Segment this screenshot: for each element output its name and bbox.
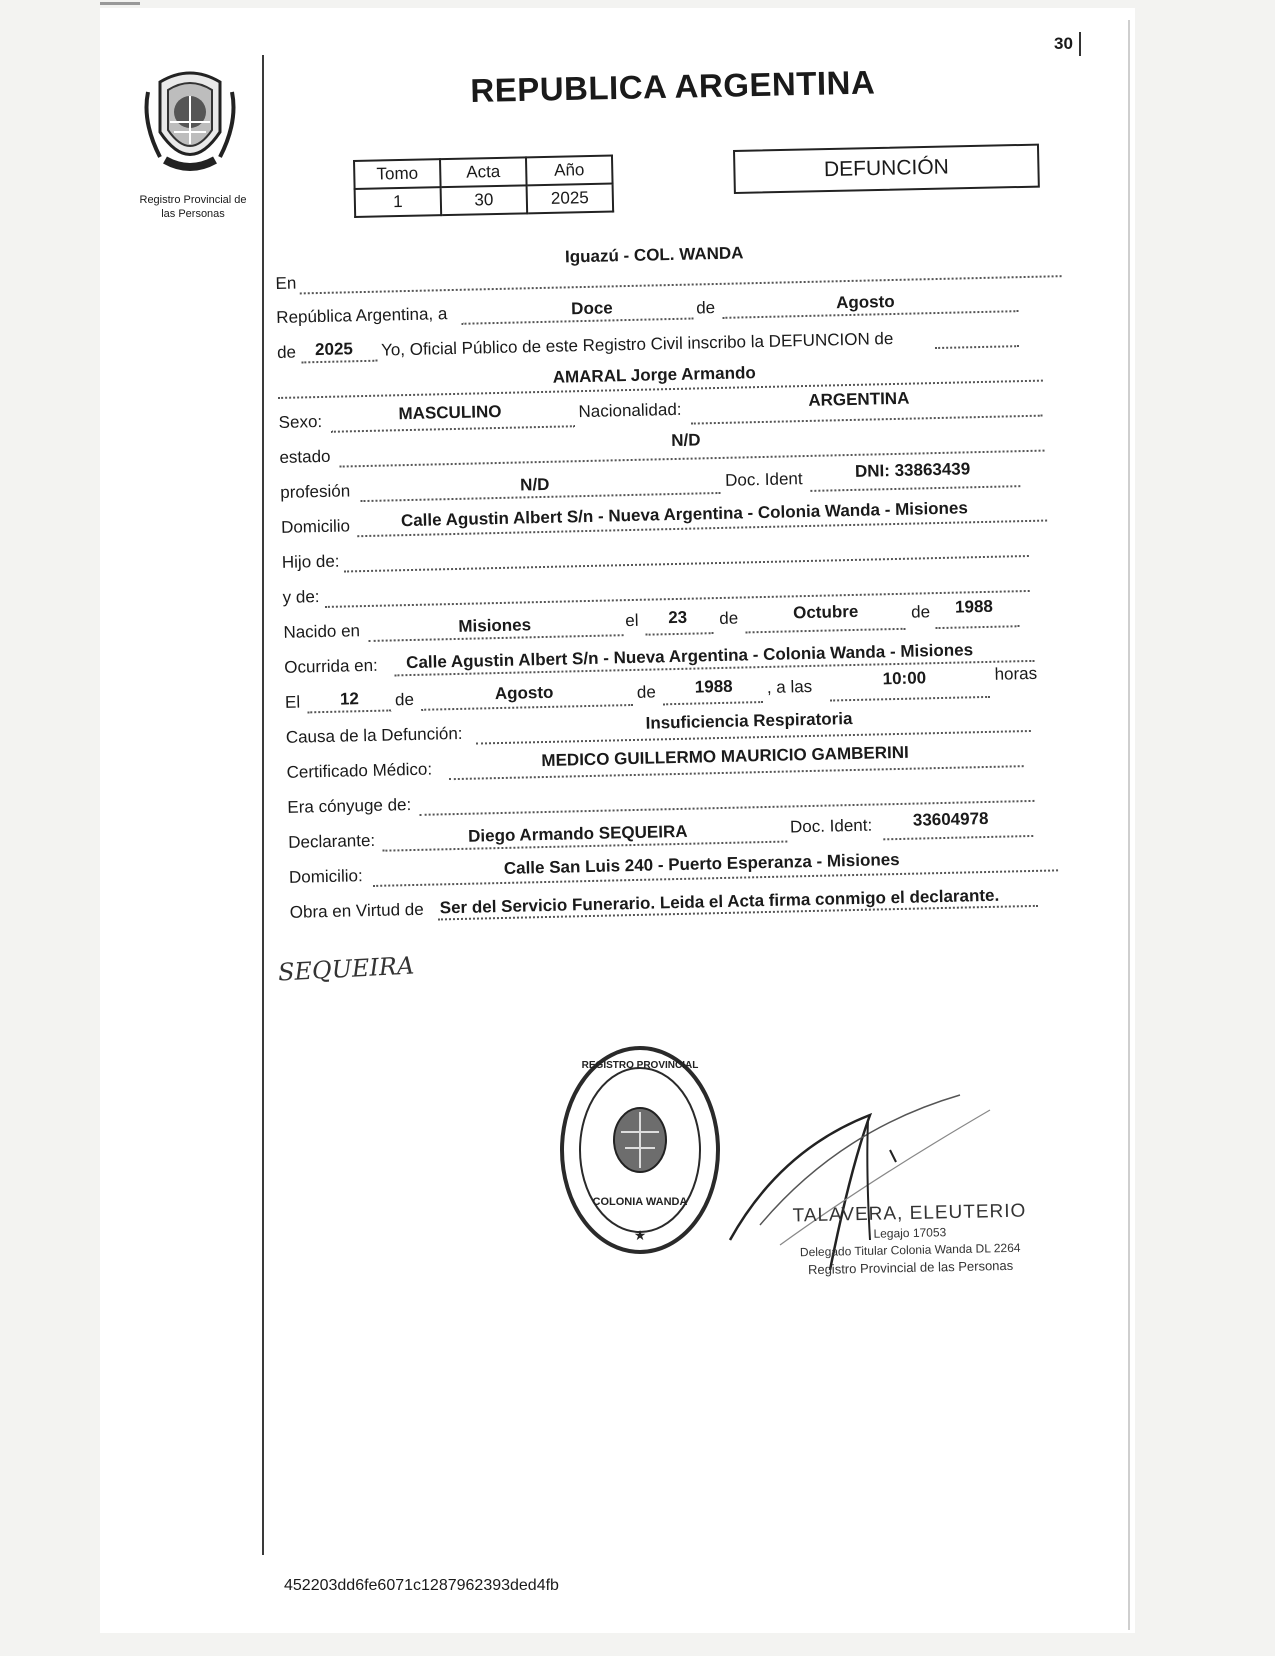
dni-value: DNI: 33863439 xyxy=(854,459,971,481)
certificado-label: Certificado Médico: xyxy=(286,759,433,782)
nacionalidad-label: Nacionalidad: xyxy=(578,399,682,422)
domicilio-value: Calle Agustin Albert S/n - Nueva Argentina - Colonia Wanda - Misiones xyxy=(400,498,969,531)
dotted-line xyxy=(301,360,377,364)
value-acta: 30 xyxy=(441,185,528,215)
profesion-value: N/D xyxy=(519,474,550,495)
fall-dia-value: 12 xyxy=(339,689,360,709)
sexo-value: MASCULINO xyxy=(398,401,502,424)
dotted-line xyxy=(646,632,714,636)
en-label: En xyxy=(275,273,297,293)
logo-caption-line2: las Personas xyxy=(161,208,225,220)
signer-org: Registro Provincial de las Personas xyxy=(807,1257,1014,1278)
domicilio-label: Domicilio: xyxy=(288,866,363,887)
record-type-box: DEFUNCIÓN xyxy=(733,144,1040,194)
el-label: El xyxy=(284,692,301,712)
de-label: de xyxy=(719,608,739,629)
deceased-name-value: AMARAL Jorge Armando xyxy=(552,363,756,387)
place-value: Iguazú - COL. WANDA xyxy=(564,243,744,267)
fall-anio-value: 1988 xyxy=(694,676,733,697)
svg-text:★: ★ xyxy=(633,1227,647,1243)
causa-label: Causa de la Defunción: xyxy=(285,723,463,747)
hijo-label: Hijo de: xyxy=(281,551,340,572)
de-label: de xyxy=(695,298,716,318)
obra-label: Obra en Virtud de xyxy=(289,899,424,922)
header-tomo: Tomo xyxy=(354,159,441,189)
causa-value: Insuficiencia Respiratoria xyxy=(645,709,853,733)
hora-value: 10:00 xyxy=(882,668,927,689)
value-anio: 2025 xyxy=(527,184,614,214)
nacido-label: Nacido en xyxy=(283,621,361,642)
document-title: REPUBLICA ARGENTINA xyxy=(470,63,876,109)
de-label: de xyxy=(276,342,297,362)
de-label: de xyxy=(394,689,415,710)
nacionalidad-value: ARGENTINA xyxy=(808,388,910,410)
inscribe-text: Yo, Oficial Público de este Registro Civil inscribo la DEFUNCION de xyxy=(380,328,894,360)
dia-value: Doce xyxy=(570,298,613,319)
republica-label: República Argentina, a xyxy=(276,304,448,327)
el-label: el xyxy=(625,610,639,631)
nacido-anio-value: 1988 xyxy=(954,596,994,617)
profesion-label: profesión xyxy=(280,481,351,502)
de-label: de xyxy=(636,682,657,702)
header-anio: Año xyxy=(526,156,613,186)
logo-caption-line1: Registro Provincial de xyxy=(139,194,247,206)
declarante-label: Declarante: xyxy=(287,830,376,852)
signer-cargo: Delegado Titular Colonia Wanda DL 2264 xyxy=(799,1240,1021,1260)
conyuge-label: Era cónyuge de: xyxy=(287,795,412,817)
nacido-mes-value: Octubre xyxy=(792,601,859,623)
value-tomo: 1 xyxy=(355,187,442,217)
fall-mes-value: Agosto xyxy=(494,682,554,704)
nacido-value: Misiones xyxy=(458,615,532,636)
domicilio-declarante-value: Calle San Luis 240 - Puerto Esperanza - Misiones xyxy=(503,849,900,878)
sexo-label: Sexo: xyxy=(278,411,323,432)
svg-text:COLONIA WANDA: COLONIA WANDA xyxy=(592,1196,688,1208)
de-label: de xyxy=(910,602,931,622)
a-las-label: , a las xyxy=(766,676,813,697)
certificado-value: MEDICO GUILLERMO MAURICIO GAMBERINI xyxy=(541,742,909,771)
declarant-signature: SEQUEIRA xyxy=(277,951,415,987)
document-hash: 452203dd6fe6071c1287962393ded4fb xyxy=(284,1577,559,1594)
doc-ident-label: Doc. Ident xyxy=(724,469,803,490)
declarante-value: Diego Armando SEQUEIRA xyxy=(467,821,688,846)
estado-label: estado xyxy=(279,446,331,467)
official-seal-icon xyxy=(555,1040,725,1260)
obra-value: Ser del Servicio Funerario. Leida el Acta firma conmigo el declarante. xyxy=(439,885,1000,918)
anio-value: 2025 xyxy=(314,339,354,360)
svg-text:REGISTRO PROVINCIAL: REGISTRO PROVINCIAL xyxy=(581,1060,699,1071)
signer-block xyxy=(784,1200,1035,1278)
signer-name: TALAVERA, ELEUTERIO xyxy=(792,1200,1027,1227)
estado-value: N/D xyxy=(670,430,701,451)
declarante-doc-value: 33604978 xyxy=(912,808,989,830)
domicilio-label: Domicilio xyxy=(280,516,351,537)
mes-value: Agosto xyxy=(835,291,895,313)
nacido-dia-value: 23 xyxy=(668,607,688,628)
signer-legajo: Legajo 17053 xyxy=(873,1225,947,1241)
ocurrida-label: Ocurrida en: xyxy=(284,655,378,677)
yde-label: y de: xyxy=(282,587,320,607)
doc-ident-label: Doc. Ident: xyxy=(789,815,873,837)
header-acta: Acta xyxy=(440,157,527,187)
page-number: 30 xyxy=(1054,34,1073,53)
horas-label: horas xyxy=(994,663,1038,684)
ocurrida-value: Calle Agustin Albert S/n - Nueva Argentina - Colonia Wanda - Misiones xyxy=(405,640,974,673)
